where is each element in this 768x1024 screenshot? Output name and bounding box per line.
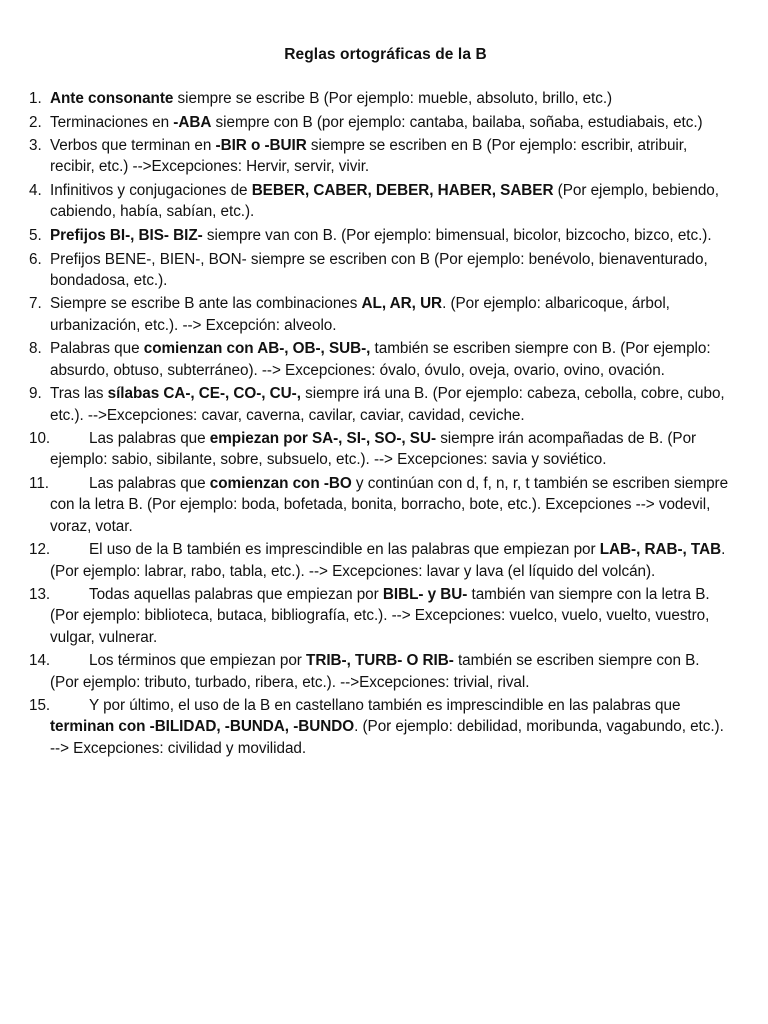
rule-item <box>29 473 732 537</box>
rule-item <box>29 650 732 693</box>
rule-item <box>29 135 732 178</box>
rule-text: . (Por ejemplo: albaricoque, árbol, urbanización, etc.). --> Excepción: alveolo. <box>50 295 670 334</box>
rule-text: Palabras que <box>50 340 144 358</box>
rule-item <box>29 112 732 133</box>
rule-text: y continúan con d, f, n, r, t también se escriben siempre con la letra B. (Por ejemplo: boda, bofetada, bonita, borracho, bote, etc.). Excepciones --> vodevil, voraz, votar. <box>50 475 729 535</box>
rule-number: 5. <box>29 226 42 244</box>
rule-item <box>29 383 732 426</box>
rule-text: siempre irá una B. (Por ejemplo: cabeza, cebolla, cobre, cubo, etc.). -->Excepciones: cavar, caverna, cavilar, caviar, cavidad, ceviche. <box>50 385 725 424</box>
rule-number: 6. <box>29 250 42 268</box>
rule-number: 7. <box>29 295 42 313</box>
rule-text: Verbos que terminan en <box>50 137 216 155</box>
rule-emphasis: LAB-, RAB-, TAB <box>599 541 722 559</box>
rule-emphasis: Prefijos BI-, BIS- BIZ- <box>50 226 203 244</box>
rule-number: 13. <box>29 586 51 604</box>
rule-text: Las palabras que <box>89 430 210 448</box>
rule-text: Y por último, el uso de la B en castellano también es imprescindible en las palabras que <box>89 697 681 715</box>
rule-text: siempre irán acompañadas de B. (Por ejemplo: sabio, sibilante, sobre, subsuelo, etc.). --> Excepciones: savia y soviético. <box>50 430 697 469</box>
rule-number: 12. <box>29 541 51 559</box>
rule-number: 1. <box>29 90 42 107</box>
rule-number: 11. <box>29 475 49 493</box>
rule-text: Prefijos BENE-, BIEN-, BON- siempre se escriben con B (Por ejemplo: benévolo, bienaventurado, bondadosa, etc.). <box>50 250 708 289</box>
rule-item <box>29 539 732 582</box>
rule-number: 4. <box>29 182 42 200</box>
rule-text: también se escriben siempre con B. (Por ejemplo: tributo, turbado, ribera, etc.). -->Excepciones: trivial, rival. <box>50 652 700 691</box>
rule-number: 10. <box>29 430 51 448</box>
rule-emphasis: Ante consonante <box>50 90 174 107</box>
rule-text: Terminaciones en <box>50 113 174 131</box>
rule-number: 3. <box>29 137 42 155</box>
rule-text: Las palabras que <box>89 475 210 493</box>
rule-text: . (Por ejemplo: labrar, rabo, tabla, etc.). --> Excepciones: lavar y lava (el líquido del volcán). <box>50 541 726 580</box>
rule-text: siempre se escriben en B (Por ejemplo: escribir, atribuir, recibir, etc.) -->Excepciones: Hervir, servir, vivir. <box>50 137 688 176</box>
rule-emphasis: -ABA <box>173 113 212 131</box>
rule-item <box>29 584 732 648</box>
rule-text: también van siempre con la letra B. (Por ejemplo: biblioteca, butaca, bibliografía, etc.). --> Excepciones: vuelco, vuelo, vuelto, vuestro, vulgar, vulnerar. <box>50 586 710 646</box>
rule-emphasis: comienzan con -BO <box>209 475 352 493</box>
rule-item <box>29 695 732 759</box>
rule-emphasis: sílabas CA-, CE-, CO-, CU-, <box>107 385 301 403</box>
rule-text: Infinitivos y conjugaciones de <box>50 182 252 200</box>
rule-item <box>29 225 732 246</box>
rule-text: (Por ejemplo, bebiendo, cabiendo, había, sabían, etc.). <box>50 182 719 221</box>
rule-number: 14. <box>29 652 51 670</box>
rule-emphasis: TRIB-, TURB- O RIB- <box>306 652 454 670</box>
rule-item <box>29 249 732 292</box>
rule-item <box>29 428 732 471</box>
rule-item <box>29 293 732 336</box>
rule-item <box>29 338 732 381</box>
rule-number: 9. <box>29 385 42 403</box>
rule-text: Los términos que empiezan por <box>89 652 307 670</box>
rule-emphasis: AL, AR, UR <box>361 295 443 313</box>
rule-text: Tras las <box>50 385 108 403</box>
rule-text: . (Por ejemplo: debilidad, moribunda, vagabundo, etc.). --> Excepciones: civilidad y movilidad. <box>50 718 724 757</box>
rule-emphasis: empiezan por SA-, SI-, SO-, SU- <box>209 430 436 448</box>
rule-number: 8. <box>29 340 42 358</box>
rule-text: siempre van con B. (Por ejemplo: bimensual, bicolor, bizcocho, bizco, etc.). <box>202 226 712 244</box>
rule-text: Todas aquellas palabras que empiezan por <box>89 586 383 604</box>
document-title: Reglas ortográficas de la B <box>284 46 487 63</box>
rule-item <box>29 180 732 223</box>
rule-emphasis: -BIR o -BUIR <box>215 137 307 155</box>
rule-emphasis: BEBER, CABER, DEBER, HABER, SABER <box>251 182 554 200</box>
rule-text: siempre con B (por ejemplo: cantaba, bailaba, soñaba, estudiabais, etc.) <box>211 113 703 131</box>
rule-emphasis: terminan con -BILIDAD, -BUNDA, -BUNDO <box>50 718 355 736</box>
rule-emphasis: BIBL- y BU- <box>382 586 468 604</box>
rule-text: también se escriben siempre con B. (Por ejemplo: absurdo, obtuso, subterráneo). --> Excepciones: óvalo, óvulo, oveja, ovario, ovino, ovación. <box>50 340 711 379</box>
rule-number: 15. <box>29 697 51 715</box>
rule-text: El uso de la B también es imprescindible en las palabras que empiezan por <box>89 541 600 559</box>
rule-number: 2. <box>29 113 42 131</box>
rule-text: siempre se escribe B (Por ejemplo: mueble, absoluto, brillo, etc.) <box>173 90 613 107</box>
rule-item <box>29 88 732 109</box>
rule-text: Siempre se escribe B ante las combinaciones <box>50 295 362 313</box>
rules-list <box>29 88 732 759</box>
rule-emphasis: comienzan con AB-, OB-, SUB-, <box>143 340 371 358</box>
